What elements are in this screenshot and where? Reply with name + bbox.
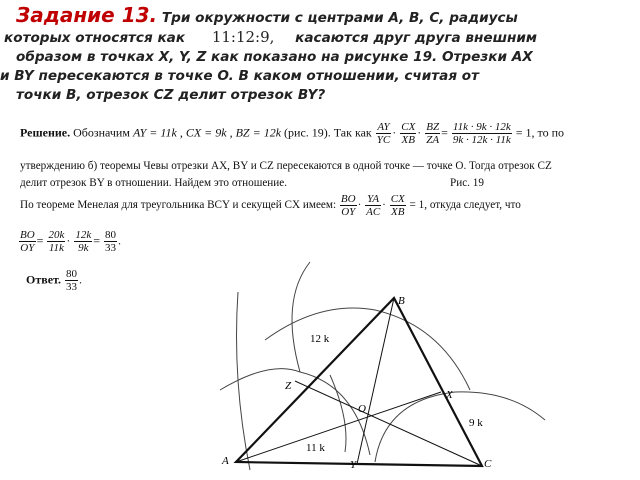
cevian-ax xyxy=(236,392,441,462)
circle-arc-c xyxy=(375,392,545,462)
statement-line-5: точки B, отрезок CZ делит отрезок BY? xyxy=(16,87,326,103)
label-12k: 12 k xyxy=(310,333,330,345)
answer-fraction: $\frac{80}{33}$ xyxy=(66,268,78,293)
solution-line-5: $\frac{BO}{OY}$ = $\frac{20k}{11k}$ · $\frac{12k}{9k}$ = $\frac{80}{33}$ . xyxy=(20,229,122,254)
statement-line-1: Три окружности с центрами A, B, C, радиусы xyxy=(161,10,518,26)
label-b: B xyxy=(398,295,405,307)
ratio: 11:12:9, xyxy=(211,28,275,46)
result-fraction: $\frac{12k}{9k}$ xyxy=(75,229,92,254)
answer-line: Ответ. $\frac{80}{33}$ . xyxy=(26,268,83,293)
menelaus-fraction: $\frac{CX}{XB}$ xyxy=(390,193,405,218)
result-fraction: $\frac{20k}{11k}$ xyxy=(48,229,65,254)
label-x: X xyxy=(446,389,453,401)
solution-text: Обозначим xyxy=(73,125,130,140)
task-number: Задание 13. xyxy=(16,3,158,27)
circle-arc-left xyxy=(237,292,251,470)
ceva-fraction: $\frac{AY}{YC}$ xyxy=(376,121,391,146)
statement-line-4: и BY пересекаются в точке O. В каком отношении, считая от xyxy=(0,68,480,84)
figure-caption: Рис. 19 xyxy=(450,177,484,189)
triangle-abc xyxy=(236,298,482,466)
solution-line-1: Решение. Обозначим AY = 11k , CX = 9k , BZ = 12k (рис. 19). Так как $\frac{AY}{YC}$ · $\frac{CX}{XB}$ · $\frac{BZ}{ZA}$ = $\frac{11k \cdot 9k \cdot 12k}{9k \cdot 12k \cdot 11k}$ = 1, то по xyxy=(20,121,565,146)
label-11k: 11 k xyxy=(306,442,325,454)
solution-line-3: делит отрезок BY в отношении. Найдем это отношение. xyxy=(20,177,288,189)
solution-label: Решение. xyxy=(20,125,71,140)
solution-text: (рис. 19). Так как xyxy=(284,125,372,140)
answer-label: Ответ. xyxy=(26,272,62,287)
result-fraction: $\frac{BO}{OY}$ xyxy=(20,229,35,254)
solution-line-2: утверждению б) теоремы Чевы отрезки AX, BY и CZ пересекаются в одной точке — точке O. Тогда отрезок CZ xyxy=(20,160,552,172)
cx-expr: CX = 9k , xyxy=(185,125,233,140)
menelaus-fraction: $\frac{BO}{OY}$ xyxy=(340,193,356,218)
label-c: C xyxy=(484,458,492,470)
bz-expr: BZ = 12k xyxy=(235,125,282,140)
result-fraction: $\frac{80}{33}$ xyxy=(105,229,117,254)
circle-arc-b xyxy=(265,308,470,390)
ceva-fraction: $\frac{BZ}{ZA}$ xyxy=(426,121,440,146)
solution-line-4: По теореме Менелая для треугольника BCY и секущей CX имеем: $\frac{BO}{OY}$ · $\frac{YA}{AC}$ · $\frac{CX}{XB}$ = 1, откуда следует, что xyxy=(20,193,521,218)
label-o: O xyxy=(358,403,366,415)
ay-expr: AY = 11k , xyxy=(132,125,183,140)
ceva-fraction: $\frac{11k \cdot 9k \cdot 12k}{9k \cdot 12k \cdot 11k}$ xyxy=(452,121,511,146)
ceva-fraction: $\frac{CX}{XB}$ xyxy=(401,121,416,146)
label-z: Z xyxy=(285,380,292,392)
label-a: A xyxy=(222,455,229,467)
menelaus-fraction: $\frac{YA}{AC}$ xyxy=(366,193,381,218)
statement-line-2a: которых относятся как xyxy=(4,30,186,46)
statement-line-3: образом в точках X, Y, Z как показано на рисунке 19. Отрезки AX xyxy=(16,49,533,65)
label-9k: 9 k xyxy=(469,417,483,429)
solution-text: По теореме Менелая для треугольника BCY и секущей CX имеем: xyxy=(20,199,337,212)
solution-text: = 1, то по xyxy=(515,125,565,140)
statement-line-2b: касаются друг друга внешним xyxy=(295,30,538,46)
cevian-by xyxy=(357,298,394,464)
label-y: Y xyxy=(350,459,357,471)
solution-text: = 1, откуда следует, что xyxy=(409,199,521,212)
